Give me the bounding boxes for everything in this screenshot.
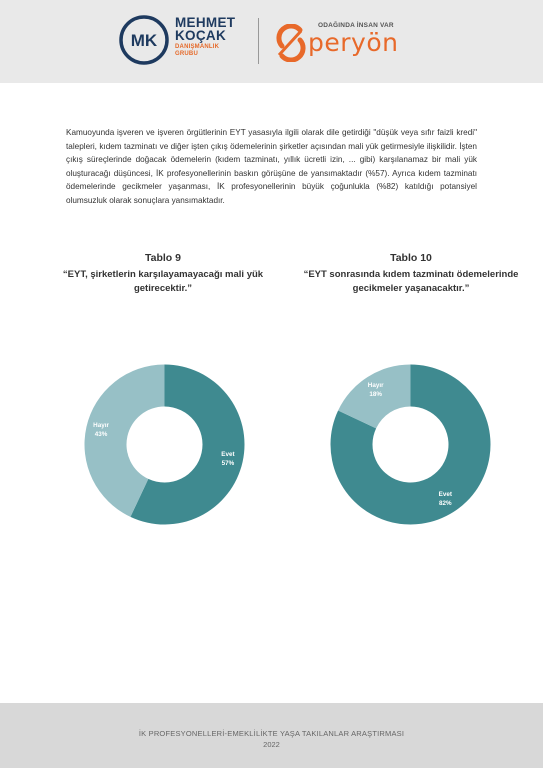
chart-9-heading bbox=[48, 252, 278, 296]
brand-sub1: DANIŞMANLIK bbox=[175, 44, 220, 50]
chart-title: Tablo 9 bbox=[145, 252, 181, 264]
slice-value: 18% bbox=[369, 390, 382, 398]
peryon-name: peryön bbox=[308, 28, 399, 57]
slice-category: Hayır bbox=[93, 422, 109, 430]
donut-svg bbox=[82, 362, 247, 527]
slice-category: Evet bbox=[221, 450, 235, 458]
chart-title: Tablo 10 bbox=[390, 252, 432, 264]
peryon-tagline: ODAĞINDA İNSAN VAR bbox=[318, 22, 394, 29]
brand-line1: MEHMET bbox=[175, 15, 236, 30]
chart-question: “EYT, şirketlerin karşılayamayacağı mali yük getirecektir.” bbox=[62, 269, 264, 294]
slice-value: 43% bbox=[94, 431, 108, 439]
brand-subtitle bbox=[175, 44, 219, 58]
slice-label bbox=[356, 381, 396, 399]
brand-sub2: GRUBU bbox=[175, 51, 198, 57]
footer-year: 2022 bbox=[263, 740, 280, 749]
chart-9-donut bbox=[82, 362, 247, 527]
slice-category: Hayır bbox=[367, 381, 384, 389]
slice-label bbox=[425, 490, 465, 508]
slice-value: 82% bbox=[439, 500, 452, 508]
brand-line2: KOÇAK bbox=[175, 28, 226, 43]
brand-name bbox=[175, 16, 235, 42]
chart-10-donut bbox=[328, 362, 493, 527]
chart-10-heading bbox=[296, 252, 526, 296]
donut-svg bbox=[328, 362, 493, 527]
footer-title: İK PROFESYONELLERİ-EMEKLİLİKTE YAŞA TAKILANLAR ARAŞTIRMASI bbox=[138, 729, 405, 738]
header-divider bbox=[258, 18, 259, 64]
page-footer bbox=[0, 703, 543, 768]
page-header bbox=[0, 0, 543, 83]
peryon-logo-icon bbox=[270, 24, 312, 62]
intro-paragraph: Kamuoyunda işveren ve işveren örgütlerinin EYT yasasıyla ilgili olarak dile getirdiği "düşük veya sıfır faizli kredi" talepleri, kıdem tazminatı ve diğer işten çıkış ödemelerinin şirketler açısından mali yük getirmesiyle ilişkilidir. İşten çıkış süreçlerinde doğacak ödemelerin (kıdem tazminatı, yıllık ücretli izin, ... gibi) karşılanamaz bir mali yük oluşturacağı düşüncesi, İK profesyonellerinin baskın görüşüne de yansımaktadır (%57). Ayrıca kıdem tazminatı ödemelerinde gecikmeler yaşanması, İK profesyonellerinin büyük çoğunlukla (%82) katıldığı potansiyel olumsuzluk olarak sonuçlara yansımaktadır. bbox=[66, 128, 477, 205]
slice-label bbox=[81, 421, 121, 439]
slice-category: Evet bbox=[438, 491, 452, 499]
slice-label bbox=[208, 450, 248, 468]
mk-monogram: MK bbox=[130, 31, 158, 50]
chart-question: “EYT sonrasında kıdem tazminatı ödemelerinde gecikmeler yaşanacaktır.” bbox=[303, 269, 519, 294]
mk-logo-icon bbox=[118, 14, 170, 66]
slice-value: 57% bbox=[221, 459, 235, 467]
